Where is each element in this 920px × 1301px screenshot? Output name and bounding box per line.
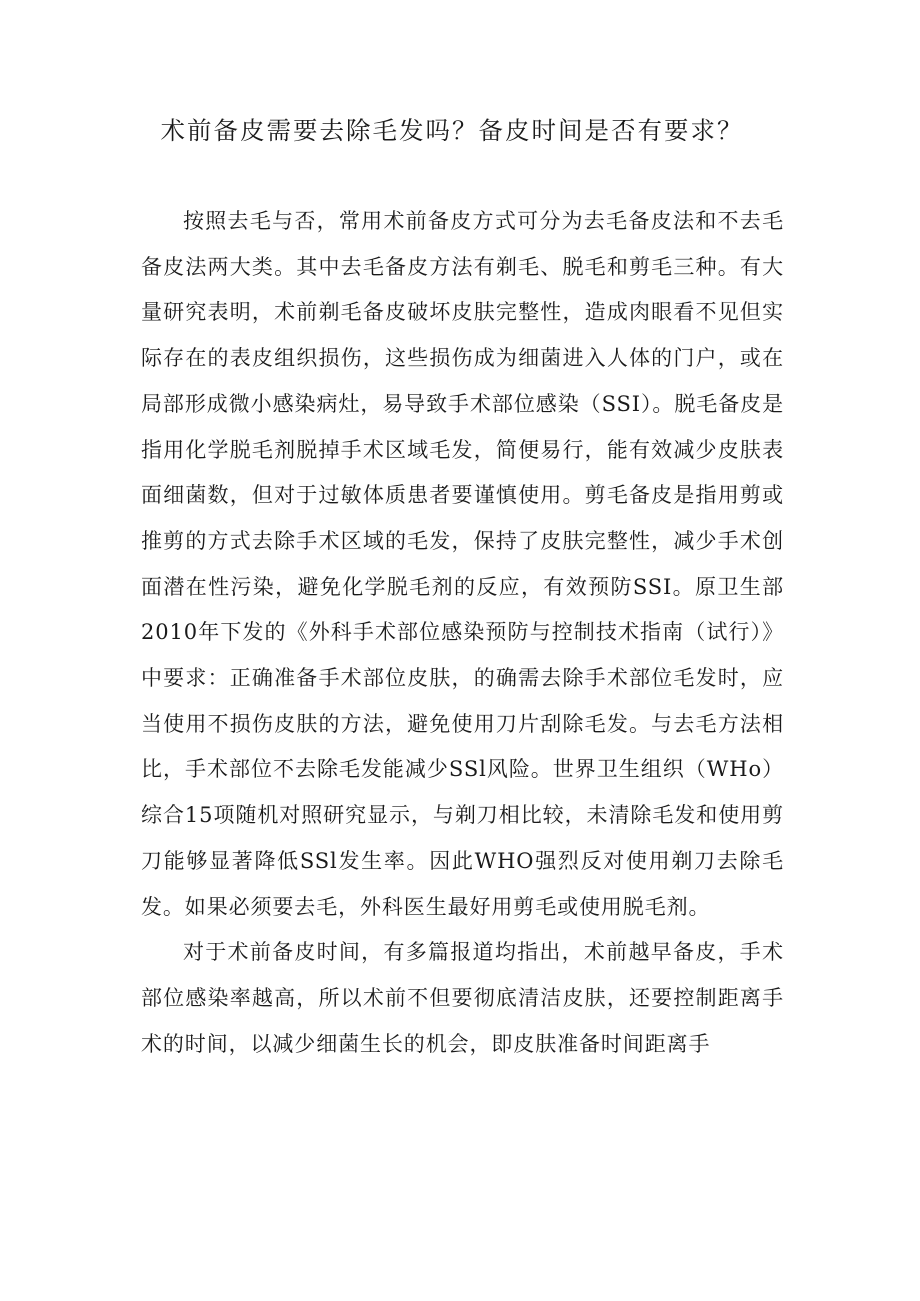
document-body: [141, 199, 784, 1067]
paragraph-prep-timing: 对于术前备皮时间，有多篇报道均指出，术前越早备皮，手术部位感染率越高，所以术前不但要彻底清洁皮肤，还要控制距离手术的时间，以减少细菌生长的机会，即皮肤准备时间距离手: [141, 940, 784, 1056]
paragraph-hair-removal: 按照去毛与否，常用术前备皮方式可分为去毛备皮法和不去毛备皮法两大类。其中去毛备皮方法有剃毛、脱毛和剪毛三种。有大量研究表明，术前剃毛备皮破坏皮肤完整性，造成肉眼看不见但实际存在的表皮组织损伤，这些损伤成为细菌进入人体的门户，或在局部形成微小感染病灶，易导致手术部位感染（SSI）。脱毛备皮是指用化学脱毛剂脱掉手术区域毛发，简便易行，能有效减少皮肤表面细菌数，但对于过敏体质患者要谨慎使用。剪毛备皮是指用剪或推剪的方式去除手术区域的毛发，保持了皮肤完整性，减少手术创面潜在性污染，避免化学脱毛剂的反应，有效预防SSI。原卫生部2010年下发的《外科手术部位感染预防与控制技术指南（试行）》中要求：正确准备手术部位皮肤，的确需去除手术部位毛发时，应当使用不损伤皮肤的方法，避免使用刀片刮除毛发。与去毛方法相比，手术部位不去除毛发能减少SSl风险。世界卫生组织（WHo）综合15项随机对照研究显示，与剃刀相比较，未清除毛发和使用剪刀能够显著降低SSl发生率。因此WHO强烈反对使用剃刀去除毛发。如果必须要去毛，外科医生最好用剪毛或使用脱毛剂。: [141, 209, 784, 919]
document-title: 术前备皮需要去除毛发吗？备皮时间是否有要求？: [160, 116, 744, 145]
